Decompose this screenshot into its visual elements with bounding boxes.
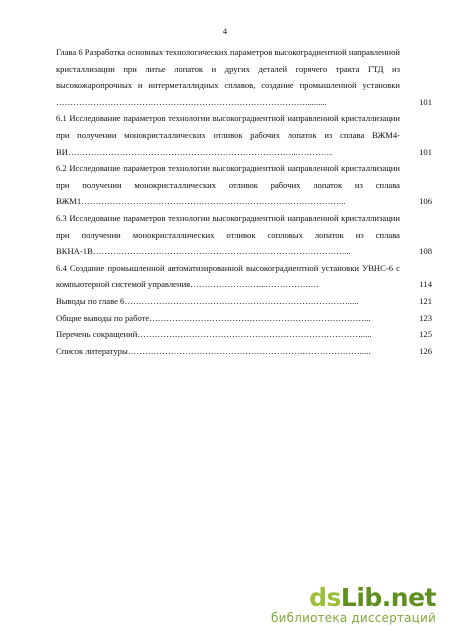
toc-entry-references	[56, 343, 432, 360]
toc-entry-page: 101	[419, 146, 432, 157]
toc-entry-text: Перечень сокращений…………………………………………………………………….....	[56, 329, 372, 340]
toc-entry-6-3	[56, 210, 432, 260]
dslib-logo	[271, 583, 436, 612]
toc-entry-general-conclusions	[56, 310, 432, 327]
toc-entry-6-2	[56, 160, 432, 210]
page-number: 4	[222, 26, 228, 36]
toc-entry-page: 114	[419, 279, 432, 290]
toc-entry-text: Глава 6 Разработка основных технологических параметров высокоградиентной направленной кристаллизации при литье лопаток и других деталей горячего тракта ГТД из высокожаропрочных и интерметаллидных сплавов, создание промышленной установки ……………………………………………………………………………..........	[56, 47, 400, 107]
toc-entry-text: 6.2 Исследование параметров технологии высокоградиентной направленной кристаллизации при получении монокристаллических отливок рабочих лопаток из сплава ВЖМ1………………………………………………………………………………...	[56, 163, 400, 207]
toc-entry-text: 6.4 Создание промышленной автоматизированной высокоградиентной установки УВНС-6 с компьютерной системой управления……………………...…………….…	[56, 262, 400, 290]
watermark-subtitle: библиотека диссертаций	[271, 611, 436, 625]
toc-entry-chapter-6	[56, 44, 432, 110]
toc-entry-text: 6.3 Исследование параметров технологии высокоградиентной направленной кристаллизации при получении монокристаллических отливок сопловых лопаток из сплава ВКНА-1В……………………………………………………………………………....	[56, 212, 400, 257]
toc-entry-page: 123	[419, 312, 432, 323]
toc-entry-page: 126	[419, 345, 432, 356]
toc-entry-text: Выводы по главе 6…………………………………………………………………….....	[56, 295, 359, 306]
toc-entry-page: 108	[419, 246, 432, 257]
toc-entry-text: Список литературы……………………………………………………………………….....	[56, 345, 371, 356]
toc-entry-page: 125	[419, 329, 432, 340]
toc-entry-chapter-6-conclusions	[56, 293, 432, 310]
toc-entry-text: 6.1 Исследование параметров технологии высокоградиентной направленной кристаллизации при получении монокристаллических отливок рабочих лопаток из сплава ВЖМ4-ВИ……………………………………………………………………...…………	[56, 113, 400, 157]
table-of-contents	[56, 44, 432, 359]
toc-entry-abbreviations	[56, 326, 432, 343]
toc-entry-page: 106	[419, 196, 432, 207]
toc-entry-page: 121	[419, 295, 432, 306]
toc-entry-page: 101	[419, 96, 432, 107]
logo-part-ds: ds	[309, 583, 341, 612]
toc-entry-6-4	[56, 260, 432, 293]
dslib-watermark	[271, 583, 436, 625]
logo-part-lib: Lib.net	[340, 583, 436, 612]
toc-entry-6-1	[56, 110, 432, 160]
toc-entry-text: Общие выводы по работе…………………………………………………………………...	[56, 312, 371, 323]
